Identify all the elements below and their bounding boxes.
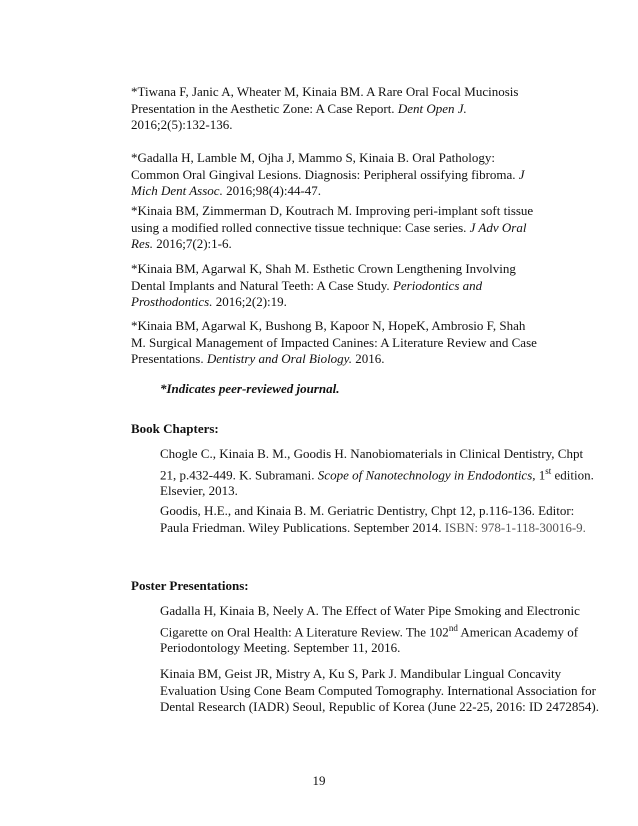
publication-entry: [131, 84, 541, 134]
journal-name: Dentistry and Oral Biology.: [206, 351, 352, 366]
pub-text: *Kinaia BM, Agarwal K, Bushong B, Kapoor N, HopeK, Ambrosio F, Shah M. Surgical Management of Impacted Canines: A Literature Review and Case Presentations.: [131, 318, 537, 366]
book-chapters-heading: Book Chapters:: [131, 421, 219, 436]
chapter-text: Chogle C., Kinaia B. M., Goodis H. Nanobiomaterials in Clinical Dentistry, Chpt 21, p.432-449. K. Subramani.: [160, 446, 584, 482]
poster-presentations-heading: Poster Presentations:: [131, 578, 249, 593]
pub-citation: 2016;2(2):19.: [212, 294, 287, 309]
poster-entry: [160, 603, 600, 657]
poster-text: Kinaia BM, Geist JR, Mistry A, Ku S, Park J. Mandibular Lingual Concavity Evaluation Using Cone Beam Computed Tomography. International Association for Dental Research (IADR) Seoul, Republic of Korea (June 22-25, 2016: ID 2472854).: [160, 666, 600, 714]
pub-citation: 2016;98(4):44-47.: [222, 183, 322, 198]
edition-number: 1: [538, 466, 546, 482]
pub-citation: 2016;2(5):132-136.: [131, 117, 233, 132]
ordinal-suffix: nd: [448, 622, 458, 633]
pub-text: *Kinaia BM, Agarwal K, Shah M. Esthetic Crown Lengthening Involving Dental Implants and Natural Teeth: A Case Study.: [131, 261, 516, 293]
peer-review-note: *Indicates peer-reviewed journal.: [160, 381, 340, 396]
publication-entry: [131, 203, 541, 253]
book-chapter-entry: [160, 503, 600, 536]
journal-name: J Adv Oral Res.: [131, 219, 527, 251]
journal-name: J Mich Dent Assoc.: [131, 166, 525, 198]
publication-entry: [131, 261, 541, 311]
chapter-publisher: edition. Elsevier, 2013.: [160, 466, 594, 499]
publication-entry: [131, 318, 541, 368]
book-chapter-entry: [160, 446, 600, 500]
pub-citation: 2016.: [352, 351, 385, 366]
pub-text: *Kinaia BM, Zimmerman D, Koutrach M. Improving peri-implant soft tissue using a modified rolled connective tissue technique: Case series.: [131, 203, 534, 235]
journal-name: Periodontics and Prosthodontics.: [131, 277, 483, 309]
poster-text: Gadalla H, Kinaia B, Neely A. The Effect of Water Pipe Smoking and Electronic Cigarette on Oral Health: A Literature Review. The 102: [160, 603, 580, 639]
book-title: Scope of Nanotechnology in Endodontics,: [317, 466, 539, 482]
page-number: 19: [312, 773, 326, 788]
isbn-text: ISBN: 978-1-118-30016-9.: [444, 519, 586, 535]
poster-entry: [160, 666, 600, 716]
pub-text: *Tiwana F, Janic A, Wheater M, Kinaia BM. A Rare Oral Focal Mucinosis Presentation in the Aesthetic Zone: A Case Report.: [131, 84, 519, 116]
journal-name: Dent Open J.: [397, 100, 467, 116]
publication-entry: [131, 150, 541, 200]
poster-meeting: American Academy of Periodontology Meeting. September 11, 2016.: [160, 623, 579, 656]
ordinal-suffix: st: [545, 465, 552, 476]
chapter-text: Goodis, H.E., and Kinaia B. M. Geriatric Dentistry, Chpt 12, p.116-136. Editor: Paula Friedman. Wiley Publications. September 2014.: [160, 503, 575, 535]
pub-text: *Gadalla H, Lamble M, Ojha J, Mammo S, Kinaia B. Oral Pathology: Common Oral Gingival Lesions. Diagnosis: Peripheral ossifying fibroma.: [131, 150, 519, 182]
pub-citation: 2016;7(2):1-6.: [153, 236, 232, 251]
